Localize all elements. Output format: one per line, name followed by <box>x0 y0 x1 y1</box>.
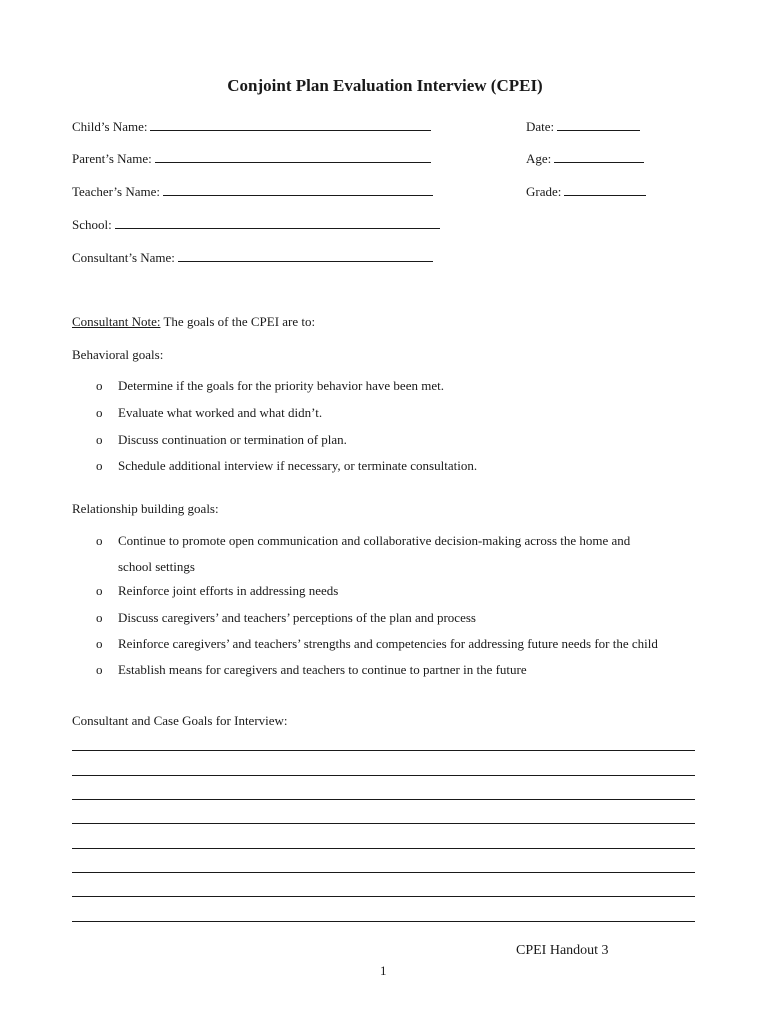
list-item: Establish means for caregivers and teachers to continue to partner in the future <box>118 662 527 677</box>
writing-line[interactable] <box>72 896 695 897</box>
bullet-marker: o <box>96 533 103 548</box>
date-blank[interactable] <box>557 118 640 131</box>
list-item: Discuss continuation or termination of plan. <box>118 432 347 447</box>
date-field[interactable] <box>526 118 640 135</box>
teacher-name-blank[interactable] <box>163 183 433 196</box>
bullet-marker: o <box>96 458 103 473</box>
consultant-name-blank[interactable] <box>178 249 433 262</box>
writing-line[interactable] <box>72 799 695 800</box>
age-label: Age: <box>526 151 552 166</box>
bullet-marker: o <box>96 432 103 447</box>
teacher-name-field[interactable] <box>72 183 433 200</box>
bullet-marker: o <box>96 662 103 677</box>
age-field[interactable] <box>526 150 644 167</box>
writing-line[interactable] <box>72 750 695 751</box>
bullet-marker: o <box>96 405 103 420</box>
writing-line[interactable] <box>72 823 695 824</box>
grade-field[interactable] <box>526 183 646 200</box>
case-goals-heading: Consultant and Case Goals for Interview: <box>72 713 288 728</box>
behavioral-goals-heading: Behavioral goals: <box>72 347 164 362</box>
writing-line[interactable] <box>72 775 695 776</box>
parent-name-label: Parent’s Name: <box>72 151 152 166</box>
list-item: Continue to promote open communication and collaborative decision-making across the home and <box>118 533 631 548</box>
parent-name-field[interactable] <box>72 150 431 167</box>
consultant-name-field[interactable] <box>72 249 433 266</box>
child-name-field[interactable] <box>72 118 431 135</box>
bullet-marker: o <box>96 610 103 625</box>
list-item: Evaluate what worked and what didn’t. <box>118 405 323 420</box>
parent-name-blank[interactable] <box>155 150 431 163</box>
page-title: Conjoint Plan Evaluation Interview (CPEI) <box>227 76 543 95</box>
list-item: Reinforce joint efforts in addressing needs <box>118 583 339 598</box>
child-name-blank[interactable] <box>150 118 431 131</box>
consultant-name-label: Consultant’s Name: <box>72 250 175 265</box>
writing-line[interactable] <box>72 848 695 849</box>
bullet-marker: o <box>96 378 103 393</box>
handout-label: CPEI Handout 3 <box>516 943 609 958</box>
grade-blank[interactable] <box>564 183 646 196</box>
consultant-note-text: The goals of the CPEI are to: <box>160 314 316 329</box>
grade-label: Grade: <box>526 184 562 199</box>
writing-line[interactable] <box>72 872 695 873</box>
consultant-note <box>72 314 315 330</box>
list-item-continuation: school settings <box>118 559 195 574</box>
age-blank[interactable] <box>554 150 644 163</box>
teacher-name-label: Teacher’s Name: <box>72 184 160 199</box>
bullet-marker: o <box>96 583 103 598</box>
list-item: Discuss caregivers’ and teachers’ perceptions of the plan and process <box>118 610 476 625</box>
consultant-note-label: Consultant Note: <box>72 314 161 329</box>
list-item: Reinforce caregivers’ and teachers’ strengths and competencies for addressing future needs for the child <box>118 636 658 651</box>
bullet-marker: o <box>96 636 103 651</box>
school-field[interactable] <box>72 216 440 233</box>
writing-line[interactable] <box>72 921 695 922</box>
child-name-label: Child’s Name: <box>72 119 148 134</box>
date-label: Date: <box>526 119 555 134</box>
school-blank[interactable] <box>115 216 440 229</box>
list-item: Schedule additional interview if necessary, or terminate consultation. <box>118 458 478 473</box>
relationship-goals-heading: Relationship building goals: <box>72 501 219 516</box>
page-number: 1 <box>380 963 387 978</box>
school-label: School: <box>72 217 112 232</box>
list-item: Determine if the goals for the priority behavior have been met. <box>118 378 444 393</box>
